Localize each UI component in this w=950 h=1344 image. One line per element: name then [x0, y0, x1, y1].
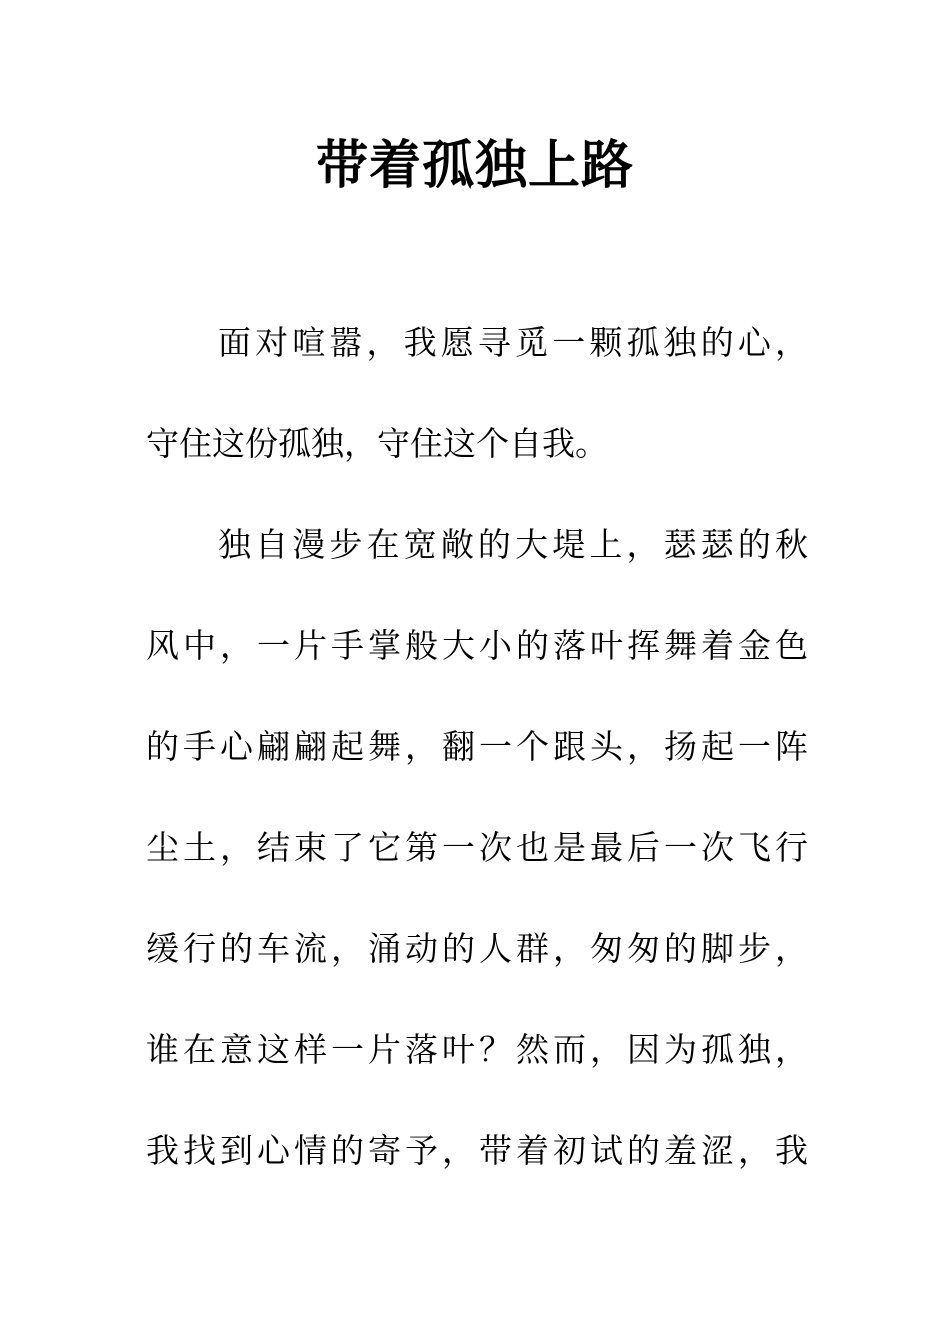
paragraph-line: 守住这份孤独，守住这个自我。: [146, 424, 608, 463]
paragraph-line: 风中，一片手掌般大小的落叶挥舞着金色: [146, 626, 808, 665]
page-title: 带着孤独上路: [315, 136, 634, 196]
paragraph-line: 缓行的车流，涌动的人群，匆匆的脚步，: [146, 929, 808, 968]
paragraph-line: 面对喧嚣，我愿寻觅一颗孤独的心，: [218, 323, 808, 362]
paragraph-line: 我找到心情的寄予，带着初试的羞涩，我: [146, 1131, 808, 1170]
body-text: [146, 292, 808, 1201]
paragraph-line: 的手心翩翩起舞，翻一个跟头，扬起一阵: [146, 727, 808, 766]
paragraph-line: 独自漫步在宽敞的大堤上，瑟瑟的秋: [218, 525, 808, 564]
paragraph-line: 尘土，结束了它第一次也是最后一次飞行: [146, 828, 808, 867]
paragraph-line: 谁在意这样一片落叶？然而，因为孤独，: [146, 1030, 808, 1069]
